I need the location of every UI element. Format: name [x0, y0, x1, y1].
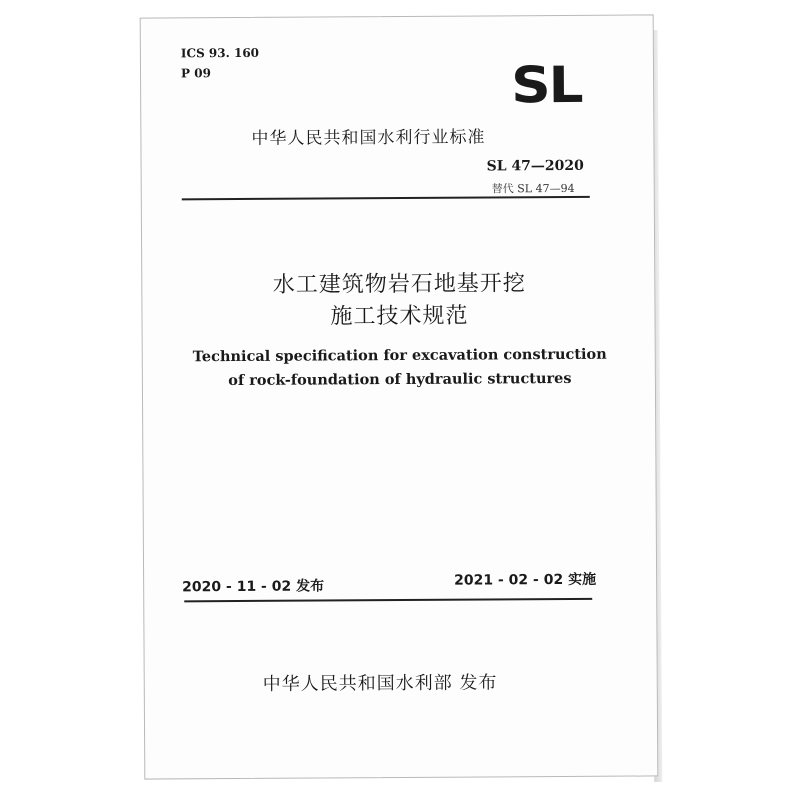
issue-date: 2020 - 11 - 02 发布: [182, 578, 325, 596]
standard-category: 中华人民共和国水利行业标准: [251, 127, 486, 149]
effective-date: 2021 - 02 - 02 实施: [454, 571, 597, 589]
classification-code: P 09: [180, 66, 211, 81]
replaces-code: 替代 SL 47—94: [491, 181, 575, 196]
publisher: 中华人民共和国水利部 发布: [262, 672, 498, 695]
footer-rule: [184, 598, 592, 602]
standard-code: SL 47—2020: [486, 157, 584, 175]
title-cn-line2: 施工技术规范: [330, 303, 469, 330]
title-cn-line1: 水工建筑物岩石地基开挖: [272, 271, 526, 298]
title-en-line2: of rock-foundation of hydraulic structures: [228, 369, 572, 390]
sl-logo: SL: [510, 55, 582, 115]
header-rule: [182, 196, 590, 200]
title-en-line1: Technical specification for excavation construction: [192, 345, 607, 366]
document-cover: [140, 14, 659, 779]
ics-code: ICS 93. 160: [180, 45, 260, 61]
